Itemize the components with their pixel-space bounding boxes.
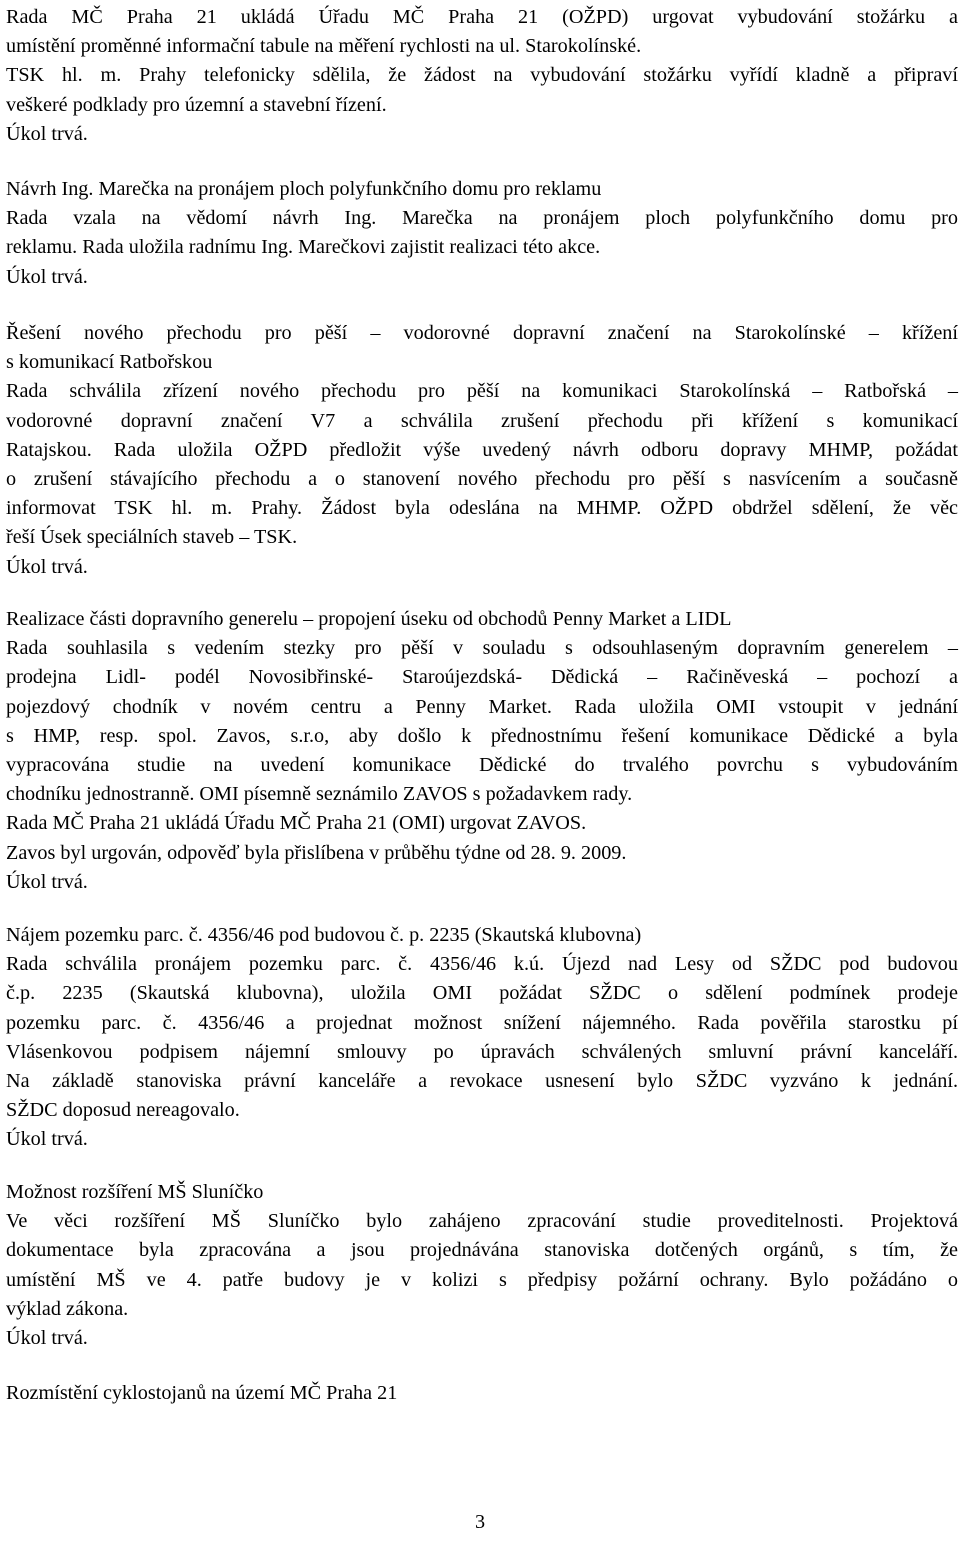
text-line: řeší Úsek speciálních staveb – TSK.: [6, 526, 298, 549]
text-line: informovat TSK hl. m. Prahy. Žádost byla odeslána na MHMP. OŽPD obdržel sdělení, že věc: [6, 497, 958, 520]
text-line: dokumentace byla zpracována a jsou projednávána stanoviska dotčených orgánů, s tím, že: [6, 1239, 958, 1262]
text-line: prodejna Lidl- podél Novosibřinské- Staroújezdská- Dědická – Račiněveská – pochozí a: [6, 666, 958, 689]
text-line: veškeré podklady pro územní a stavební řízení.: [6, 93, 387, 116]
text-line: vypracována studie na uvedení komunikace Dědické do trvalého povrchu s vybudováním: [6, 753, 958, 776]
text-line: Zavos byl urgován, odpověď byla přislíbena v průběhu týdne od 28. 9. 2009.: [6, 841, 627, 864]
text-line: výklad zákona.: [6, 1297, 129, 1320]
paragraph-prechod: [6, 319, 958, 582]
task-status: Úkol trvá.: [6, 122, 88, 145]
text-line: reklamu. Rada uložila radnímu Ing. Marečkovi zajistit realizaci této akce.: [6, 236, 601, 259]
task-status: Úkol trvá.: [6, 1326, 88, 1349]
text-line: SŽDC doposud nereagovalo.: [6, 1099, 240, 1122]
document-page: [6, 0, 958, 1542]
section-heading: Nájem pozemku parc. č. 4356/46 pod budovou č. p. 2235 (Skautská klubovna): [6, 924, 642, 946]
section-heading: s komunikací Ratbořskou: [6, 351, 213, 374]
text-line: Ratajskou. Rada uložila OŽPD předložit výše uvedený návrh odboru dopravy MHMP, požádat: [6, 438, 958, 461]
paragraph-stozarek: [6, 3, 958, 149]
paragraph-najem: [6, 921, 958, 1155]
text-line: Na základě stanoviska právní kanceláře a revokace usnesení bylo SŽDC vyzváno k jednání.: [6, 1069, 958, 1092]
section-heading: Možnost rozšíření MŠ Sluníčko: [6, 1181, 264, 1203]
text-line: Rada souhlasila s vedením stezky pro pěší v souladu s odsouhlaseným dopravním generelem –: [6, 637, 958, 660]
section-heading: Rozmístění cyklostojanů na území MČ Praha 21: [6, 1382, 398, 1404]
text-line: Rada schválila pronájem pozemku parc. č. 4356/46 k.ú. Újezd nad Lesy od SŽDC pod budovou: [6, 953, 958, 976]
paragraph-reklama: [6, 175, 958, 292]
text-line: TSK hl. m. Prahy telefonicky sdělila, že žádost na vybudování stožárku vyřídí kladně a připraví: [6, 64, 958, 87]
text-line: vodorovné dopravní značení V7 a schválila zrušení přechodu při křížení s komunikací: [6, 409, 958, 432]
text-line: Rada vzala na vědomí návrh Ing. Marečka na pronájem ploch polyfunkčního domu pro: [6, 207, 958, 230]
text-line: o zrušení stávajícího přechodu a o stanovení nového přechodu pro pěší s nasvícením a současně: [6, 467, 958, 490]
section-heading: Návrh Ing. Marečka na pronájem ploch polyfunkčního domu pro reklamu: [6, 178, 602, 200]
text-line: s HMP, resp. spol. Zavos, s.r.o, aby došlo k přednostnímu řešení komunikace Dědické a byla: [6, 724, 958, 747]
paragraph-ms-slunicko: [6, 1178, 958, 1353]
text-line: umístění MŠ ve 4. patře budovy je v kolizi s předpisy požární ochrany. Bylo požádáno o: [6, 1268, 958, 1291]
page-number: 3: [474, 1511, 486, 1533]
text-line: Rada MČ Praha 21 ukládá Úřadu MČ Praha 21 (OMI) urgovat ZAVOS.: [6, 812, 587, 835]
text-line: pozemku parc. č. 4356/46 a projednat možnost snížení nájemného. Rada pověřila starostku pí: [6, 1011, 958, 1034]
task-status: Úkol trvá.: [6, 1128, 88, 1151]
task-status: Úkol trvá.: [6, 265, 88, 288]
section-heading: Řešení nového přechodu pro pěší – vodorovné dopravní značení na Starokolínské – křížení: [6, 322, 958, 344]
text-line: Ve věci rozšíření MŠ Sluníčko bylo zahájeno zpracování studie proveditelnosti. Projektová: [6, 1210, 958, 1233]
text-line: Vlásenkovou podpisem nájemní smlouvy po úpravách schválených smluvní právní kanceláří.: [6, 1040, 958, 1063]
text-line: Rada MČ Praha 21 ukládá Úřadu MČ Praha 21 (OŽPD) urgovat vybudování stožárku a: [6, 6, 958, 28]
paragraph-generel: [6, 605, 958, 897]
text-line: pojezdový chodník v novém centru a Penny Market. Rada uložila OMI vstoupit v jednání: [6, 695, 958, 718]
text-line: chodníku jednostranně. OMI písemně seznámilo ZAVOS s požadavkem rady.: [6, 783, 633, 806]
text-line: Rada schválila zřízení nového přechodu pro pěší na komunikaci Starokolínská – Ratbořská –: [6, 380, 958, 403]
text-line: č.p. 2235 (Skautská klubovna), uložila OMI požádat SŽDC o sdělení podmínek prodeje: [6, 982, 958, 1005]
task-status: Úkol trvá.: [6, 870, 88, 893]
section-heading: Realizace části dopravního generelu – propojení úseku od obchodů Penny Market a LIDL: [6, 608, 732, 630]
paragraph-cyklostojany: [6, 1379, 958, 1408]
text-line: umístění proměnné informační tabule na měření rychlosti na ul. Starokolínské.: [6, 35, 642, 58]
task-status: Úkol trvá.: [6, 555, 88, 578]
